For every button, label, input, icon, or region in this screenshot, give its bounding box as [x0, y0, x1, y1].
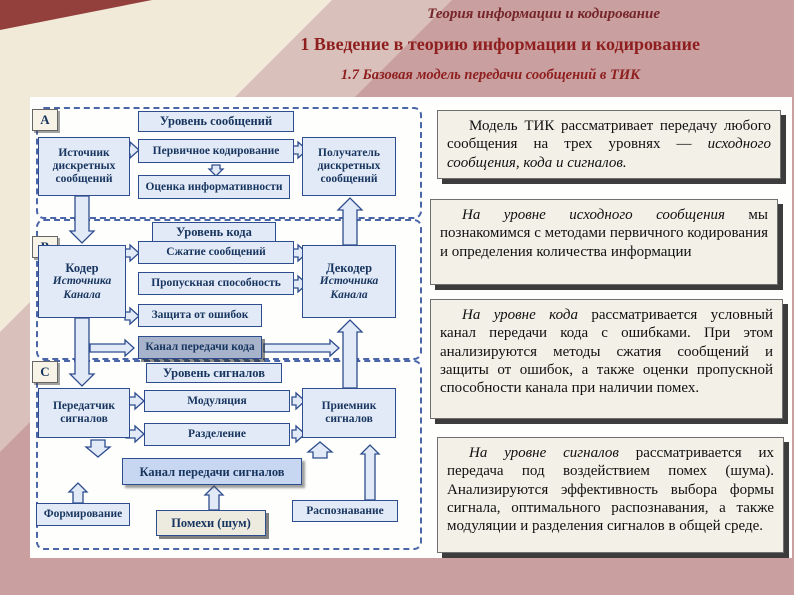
level-a-title: Уровень сообщений [138, 111, 294, 132]
box-forming: Формирование [36, 503, 130, 526]
level-a-label: A [32, 109, 58, 131]
box-error-protection: Защита от ошибок [138, 304, 262, 327]
note-text [447, 117, 771, 172]
box-noise: Помехи (шум) [156, 510, 266, 536]
note-1-emphasis: исходного сообщения, кода и сигналов. [447, 136, 771, 171]
box-decoder [302, 245, 396, 318]
section-title: 1.7 Базовая модель передачи сообщений в ТИК [340, 67, 640, 83]
note-4-rest: рассматривается их передача под воздействием помех (шума). Анализируются эффективность выбора формы сигнала, оптимального распознавания, а также модуляции и разделения сигналов в общей среде. [447, 445, 775, 535]
box-separation: Разделение [144, 423, 290, 446]
box-coder [38, 245, 126, 318]
note-text [440, 206, 768, 261]
box-throughput: Пропускная способность [138, 272, 294, 295]
box-decoder-subtitle: Источника Канала [319, 275, 379, 301]
box-code-channel: Канал передачи кода [138, 336, 262, 359]
box-decoder-title: Декодер [325, 261, 373, 276]
note-2-emphasis: На уровне исходного сообщения [462, 207, 725, 223]
box-compression: Сжатие сообщений [138, 241, 294, 264]
level-c-label: C [32, 361, 58, 383]
box-primary-coding: Первичное кодирование [138, 139, 294, 163]
box-signal-receiver: Приемник сигналов [302, 388, 396, 438]
note-box-3 [430, 299, 783, 419]
note-box-2 [430, 199, 778, 285]
note-1-pre: Модель ТИК рассматривает передачу любого сообщения на трех уровнях — [447, 118, 771, 153]
chapter-title: 1 Введение в теорию информации и кодирование [300, 34, 700, 54]
note-text [447, 444, 774, 535]
box-coder-title: Кодер [65, 261, 99, 276]
box-info-assessment: Оценка информативности [138, 175, 290, 199]
note-text [440, 306, 773, 397]
box-modulation: Модуляция [144, 390, 290, 412]
box-transmitter: Передатчик сигналов [38, 388, 130, 438]
box-recognition: Распознавание [292, 500, 398, 522]
box-coder-subtitle: Источника Канала [52, 275, 112, 301]
note-box-4 [437, 437, 784, 553]
level-c-title: Уровень сигналов [146, 363, 282, 383]
note-2-rest: мы познакомимся с методами первичного кодирования и определения количества информации [440, 207, 768, 260]
box-receiver: Получатель дискретных сообщений [302, 137, 396, 196]
note-3-rest: рассматривается условный канал передачи кода с ошибками. При этом анализируются методы сжатия сообщений и защиты от ошибок, а также оценки пропускной способности канала при наличии помех. [440, 307, 773, 397]
tik-model-diagram [32, 103, 432, 553]
box-signal-channel: Канал передачи сигналов [122, 458, 302, 485]
note-3-emphasis: На уровне кода [462, 307, 578, 323]
course-title: Теория информации и кодирование [427, 6, 660, 22]
note-4-emphasis: На уровне сигналов [469, 445, 619, 461]
box-source: Источник дискретных сообщений [38, 137, 130, 196]
level-b-title: Уровень кода [152, 222, 276, 242]
note-box-1 [437, 110, 781, 179]
